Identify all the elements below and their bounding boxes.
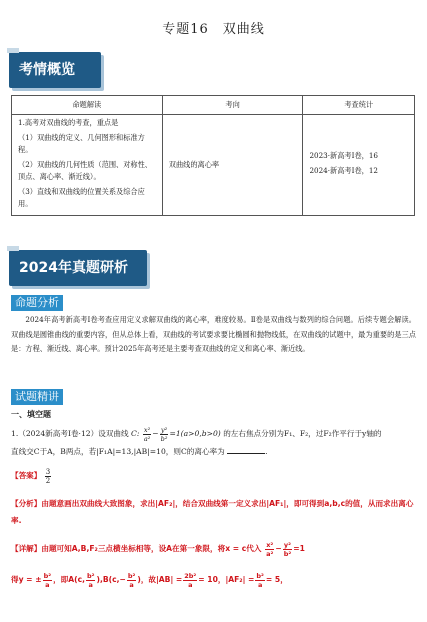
detail-label: 【详解】 [11, 544, 42, 553]
overview-banner [9, 52, 101, 88]
analysis-text: 由题意画出双曲线大致图象，求出|AF₂|，结合双曲线第一定义求出|AF₁|，即可得到a,b,c的值，从而求出离心率. [11, 499, 414, 525]
table-cell-direction: 双曲线的离心率 [162, 115, 303, 216]
page-title: 专题16 双曲线 [162, 22, 265, 37]
answer-line [11, 467, 416, 485]
detail-text: 由题可知A,B,F₂三点横坐标相等，设A在第一象限，将x = c代入 [41, 544, 262, 553]
interpretation-line: （1）双曲线的定义、几何图形和标准方程。 [18, 133, 145, 154]
detail-text: ),B(c,− [96, 575, 126, 584]
analysis-block [11, 495, 416, 529]
table-cell-interpretation [12, 115, 163, 216]
banner-accent [7, 48, 19, 53]
analysis-paragraph: 2024年高考新高考Ⅰ卷考查应用定义求解双曲线的离心率，难度较易。Ⅱ卷是双曲线与数列的综合问题。后续专题会解读。双曲线是圆锥曲线的重要内容，但从总体上看，双曲线的考试要求要比椭圆和抛物线低，在双曲线的试题中，最为重要的是三点是：方程、渐近线、离心率。预计2025年高考还是主要考查双曲线的定义和离心率、渐近线。 [11, 315, 416, 353]
examples-section-label: 试题精讲 [11, 389, 63, 405]
overview-table [11, 95, 415, 216]
banner-accent [7, 246, 19, 251]
detail-text: ，即A(c, [53, 575, 85, 584]
interpretation-line: 1.高考对双曲线的考查，重点是 [18, 118, 119, 127]
question-text: 的左右焦点分别为F₁、F₂，过F₂作平行于y轴的 [223, 429, 382, 438]
detail-block-line2: 得y = ± $\frac{\text{b²}}{a}$ ，即A(c, $\frac{\text{b²}}{a}$ ),B(c,− $\frac{\text{b²}}{a}$ )，故|AB| = $\frac{\text{2b²}}{a}$ = 10，|AF₂| = $\frac{\text{b²}}{a}$ = 5， [11, 571, 288, 589]
question-1: 1.（2024新高考Ⅰ卷·12）设双曲线 C: $\frac{\text{x²}}{\text{a²}}$ − $\frac{\text{y²}}{\text{b²}}$ =1(a>0,b>0) 的左右焦点分别为F₁、F₂，过F₂作平行于y轴的 直线交C于A，B两点，若|F₁A|=13,|AB|=10，则C的离心率为 . [11, 425, 382, 456]
detail-text: = 5， [265, 575, 288, 584]
exam-review-banner-label: 2024年真题研析 [19, 260, 128, 276]
table-cell-stats [303, 115, 415, 216]
question-text-line2: 直线交C于A，B两点，若|F₁A|=13,|AB|=10，则C的离心率为 [11, 447, 225, 456]
overview-banner-label: 考情概览 [19, 62, 75, 78]
hyperbola-equation: C: $\frac{\text{x²}}{\text{a²}}$ − $\frac{\text{y²}}{\text{b²}}$ =1(a>0,b>0) [131, 425, 221, 443]
detail-text: = 10，|AF₂| = [198, 575, 255, 584]
table-header-2: 考向 [162, 96, 303, 115]
question-prefix: 1.（2024新高考Ⅰ卷·12）设双曲线 [11, 429, 129, 438]
answer-label: 【答案】 [11, 471, 42, 480]
answer-numerator: 3 [45, 467, 51, 476]
answer-fraction [45, 468, 51, 485]
fill-blank-heading: 一、填空题 [11, 410, 51, 419]
answer-blank [227, 445, 265, 454]
interpretation-line: （2）双曲线的几何性质（范围、对称性、顶点、离心率、渐近线）。 [18, 160, 152, 181]
detail-block: 【详解】由题可知A,B,F₂三点横坐标相等，设A在第一象限，将x = c代入 $\frac{\text{x²}}{\text{a²}}$ − $\frac{\text{y²}}{\text{b²}}$ =1 [11, 540, 305, 558]
answer-denominator: 2 [45, 476, 51, 485]
table-header-1: 命题解读 [12, 96, 163, 115]
stats-line: 2024·新高考Ⅰ卷，12 [309, 166, 378, 175]
table-header-3: 考查统计 [303, 96, 415, 115]
exam-review-banner [9, 250, 147, 286]
analysis-section-label: 命题分析 [11, 295, 63, 311]
detail-text: 得y = ± [11, 575, 42, 584]
detail-text: )，故|AB| = [137, 575, 183, 584]
analysis-label: 【分析】 [11, 499, 42, 508]
interpretation-line: （3）直线和双曲线的位置关系及综合应用。 [18, 187, 145, 208]
stats-line: 2023·新高考Ⅰ卷，16 [309, 151, 378, 160]
